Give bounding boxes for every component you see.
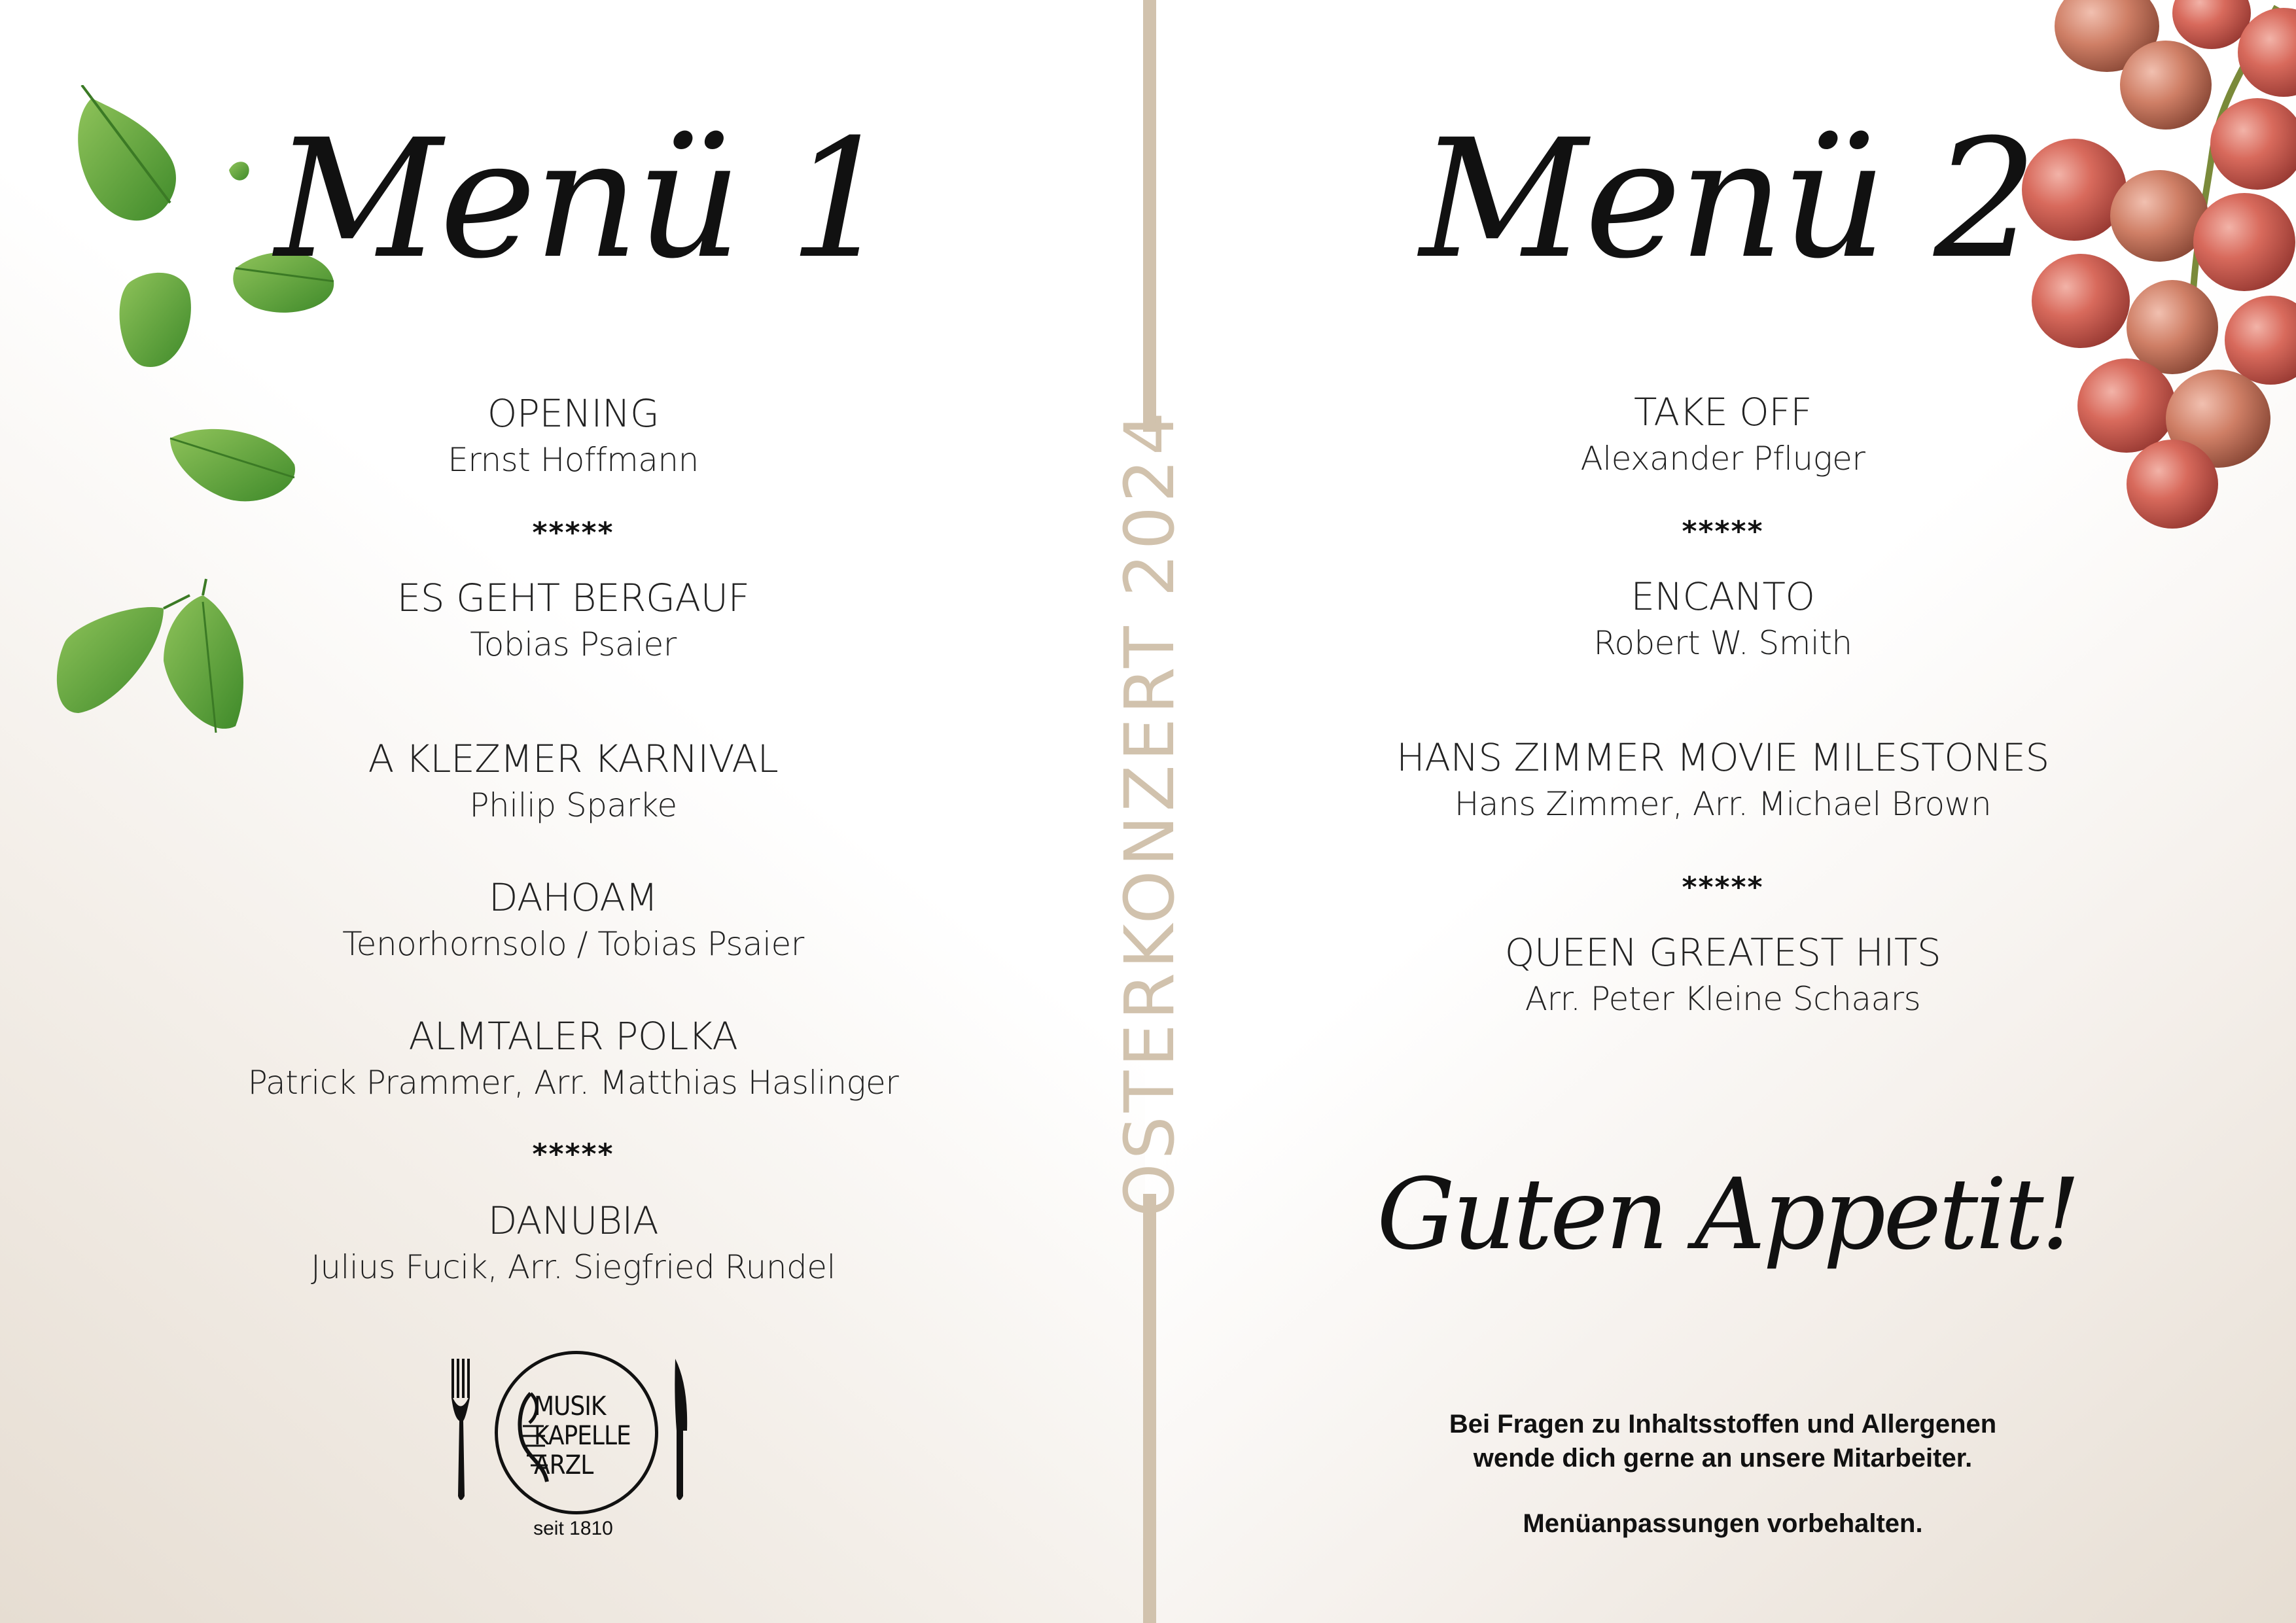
piece-title: DANUBIA [487,1198,659,1243]
logo-line3: ARZL [534,1450,593,1480]
right-page [1145,0,2296,1623]
list-item [148,1197,998,1290]
logo-line2: KAPELLE [534,1421,631,1451]
allergen-note-line2: wende dich gerne an unsere Mitarbeiter. [1473,1444,1973,1473]
piece-title: ALMTALER POLKA [408,1014,738,1058]
event-title-vertical: OSTERKONZERT 2024 [1110,408,1190,1217]
separator: ***** [1682,515,1764,548]
left-page [0,0,1145,1623]
piece-title: ENCANTO [1631,574,1815,619]
center-divider-bottom [1143,1194,1156,1623]
menu1-heading: Menü 1 [274,104,891,294]
piece-composer: Robert W. Smith [1593,624,1852,662]
piece-title: OPENING [487,391,660,436]
knife-icon [670,1359,690,1503]
list-item [148,874,998,967]
piece-composer: Alexander Pfluger [1580,440,1865,478]
menu2-heading: Menü 2 [1419,104,2036,294]
list-item [148,574,998,667]
closing-greeting: Guten Appetit! [1377,1158,2078,1272]
piece-title: DAHOAM [488,875,658,920]
piece-title: HANS ZIMMER MOVIE MILESTONES [1396,735,2049,780]
piece-title: A KLEZMER KARNIVAL [368,737,779,781]
logo-line1: MUSIK [534,1391,606,1422]
piece-composer: Hans Zimmer, Arr. Michael Brown [1454,785,1992,823]
basil-leaf-icon [78,85,176,220]
logo-since: seit 1810 [533,1518,613,1539]
menu-disclaimer: Menüanpassungen vorbehalten. [1523,1509,1923,1538]
list-item [1298,734,2148,827]
list-item [1298,389,2148,481]
band-logo [449,1351,698,1547]
list-item [1298,573,2148,666]
separator: ***** [1682,871,1764,904]
separator: ***** [532,516,614,550]
piece-composer: Arr. Peter Kleine Schaars [1525,980,1921,1018]
piece-composer: Ernst Hoffmann [448,441,699,479]
piece-composer: Tenorhornsolo / Tobias Psaier [342,925,804,963]
piece-title: ES GEHT BERGAUF [397,576,750,620]
list-item [1298,929,2148,1022]
piece-title: TAKE OFF [1633,390,1812,434]
list-item [148,735,998,828]
center-divider-top [1143,0,1156,432]
allergen-note-line1: Bei Fragen zu Inhaltsstoffen und Allergenen [1449,1410,1997,1439]
list-item [148,1013,998,1106]
list-item [148,390,998,483]
piece-composer: Julius Fucik, Arr. Siegfried Rundel [311,1248,836,1286]
piece-title: QUEEN GREATEST HITS [1504,930,1941,975]
fork-icon [449,1359,475,1503]
piece-composer: Patrick Prammer, Arr. Matthias Haslinger [247,1064,899,1102]
piece-composer: Tobias Psaier [470,625,677,663]
separator: ***** [532,1138,614,1171]
piece-composer: Philip Sparke [469,786,677,824]
